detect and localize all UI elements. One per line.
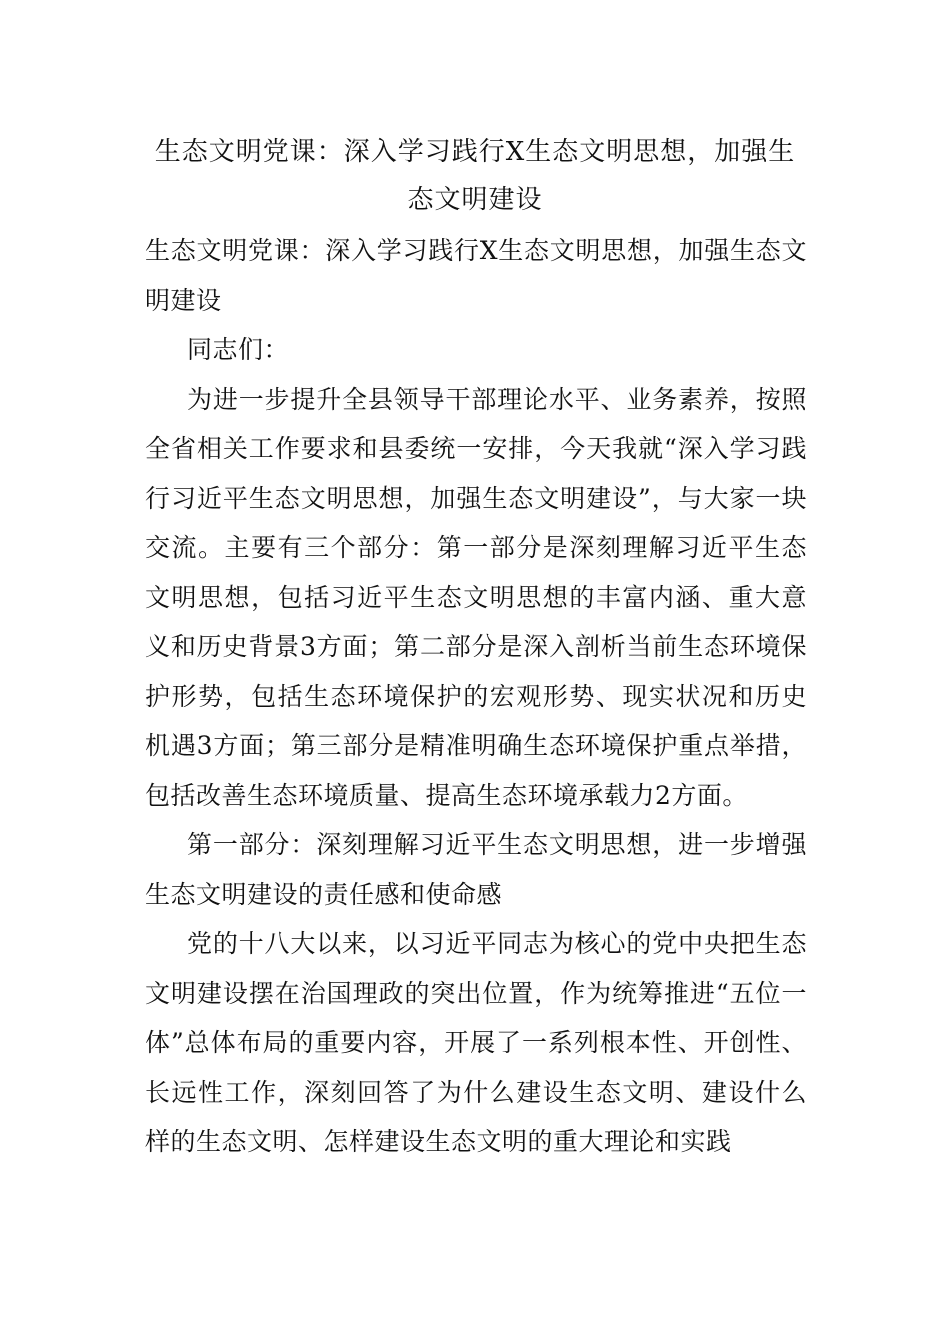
salutation: 同志们： [187,335,290,364]
document-subtitle: 生态文明党课：深入学习践行X生态文明思想，加强生态文明建设 [145,236,807,315]
paragraph-body: 党的十八大以来，以习近平同志为核心的党中央把生态文明建设摆在治国理政的突出位置，作为统筹推进“五位一体”总体布局的重要内容，开展了一系列根本性、开创性、长远性工作，深刻回答了为什么建设生态文明、建设什么样的生态文明、怎样建设生态文明的重大理论和实践 [145,929,807,1156]
paragraph-intro: 为进一步提升全县领导干部理论水平、业务素养，按照全省相关工作要求和县委统一安排，今天我就“深入学习践行习近平生态文明思想，加强生态文明建设”，与大家一块交流。主要有三个部分：第一部分是深刻理解习近平生态文明思想，包括习近平生态文明思想的丰富内涵、重大意义和历史背景3方面；第二部分是深入剖析当前生态环境保护形势，包括生态环境保护的宏观形势、现实状况和历史机遇3方面；第三部分是精准明确生态环境保护重点举措，包括改善生态环境质量、提高生态环境承载力2方面。 [145,384,807,810]
document-body [145,226,807,1167]
document-title: 生态文明党课：深入学习践行X生态文明思想，加强生态文明建设 [154,137,796,215]
section-heading: 第一部分：深刻理解习近平生态文明思想，进一步增强生态文明建设的责任感和使命感 [145,830,807,909]
